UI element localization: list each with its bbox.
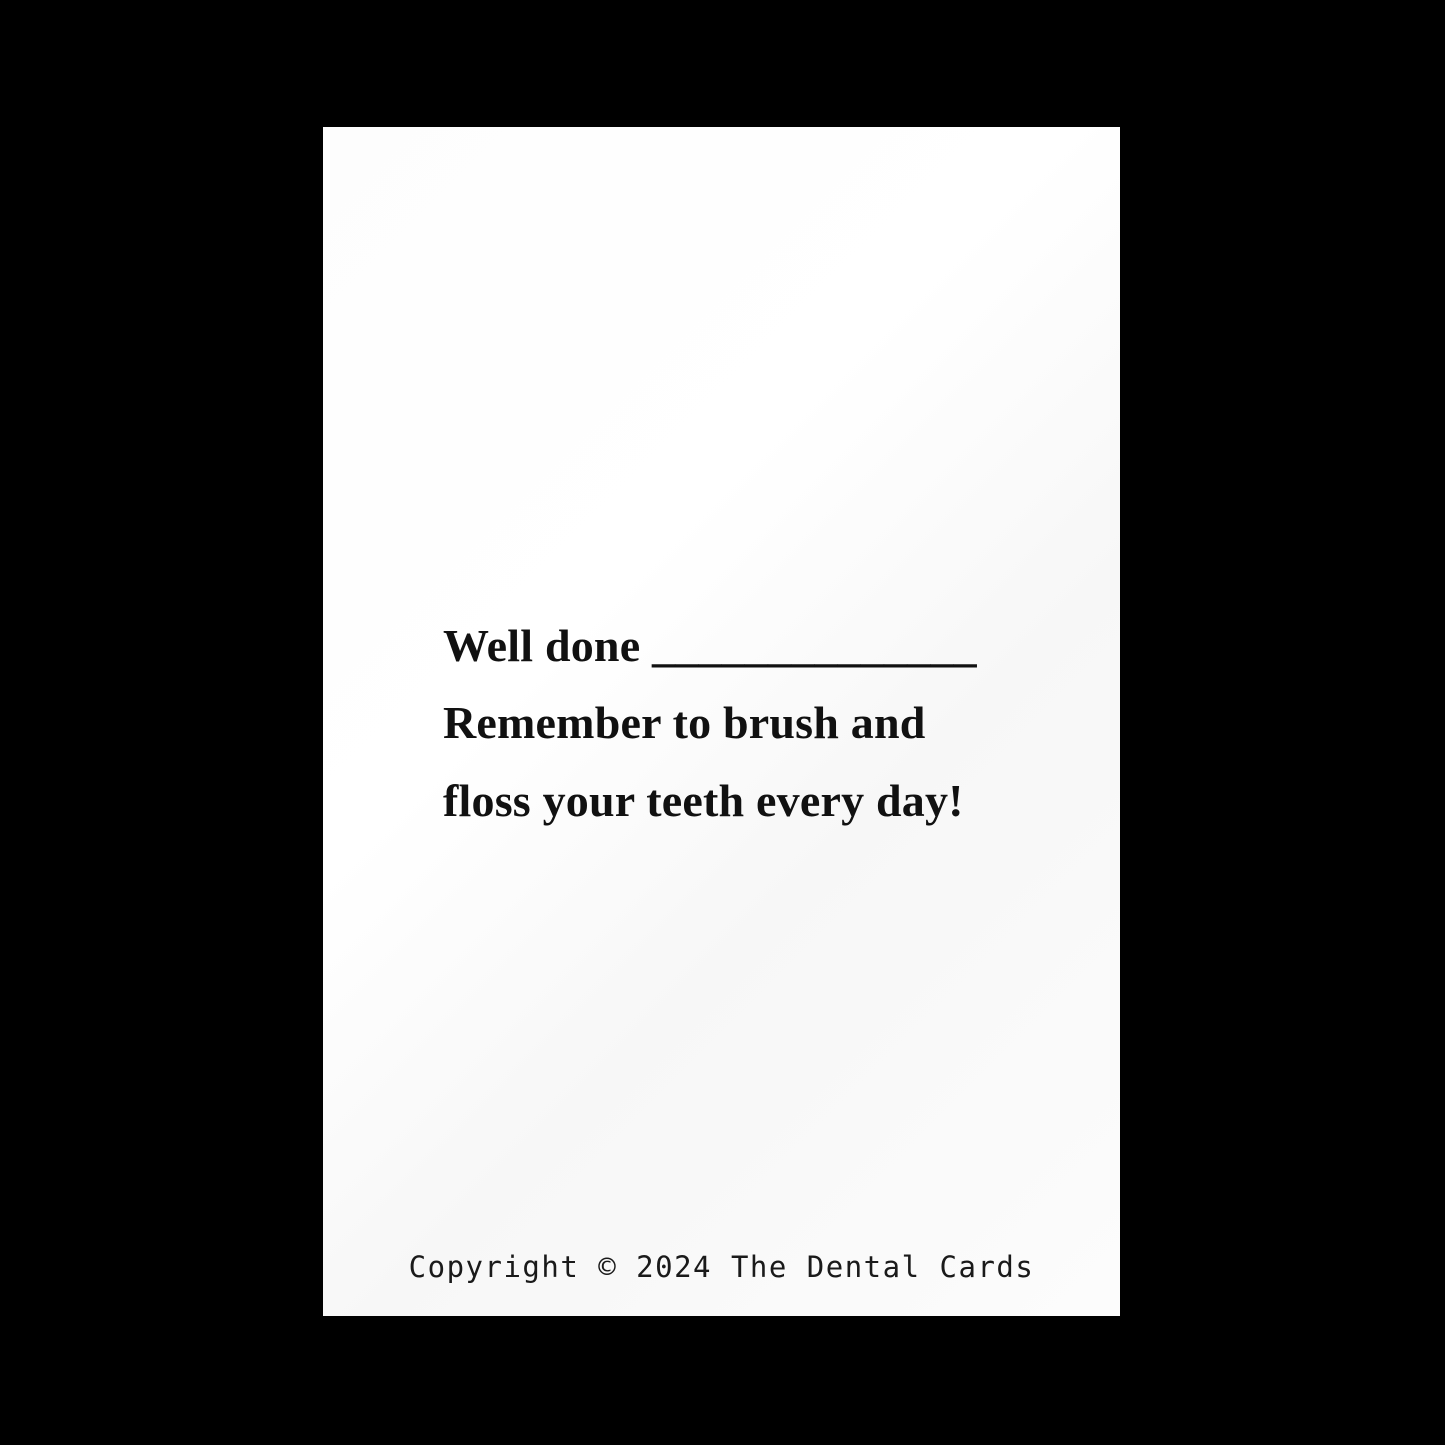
message-line-1: Well done ______________: [443, 620, 977, 671]
card-message: [443, 607, 1043, 839]
card-surface: [323, 127, 1120, 1316]
copyright-notice: Copyright © 2024 The Dental Cards: [408, 1250, 1035, 1284]
message-line-3: floss your teeth every day!: [443, 774, 964, 826]
message-line-2: Remember to brush and: [443, 697, 926, 749]
card-content: [323, 127, 1120, 1316]
